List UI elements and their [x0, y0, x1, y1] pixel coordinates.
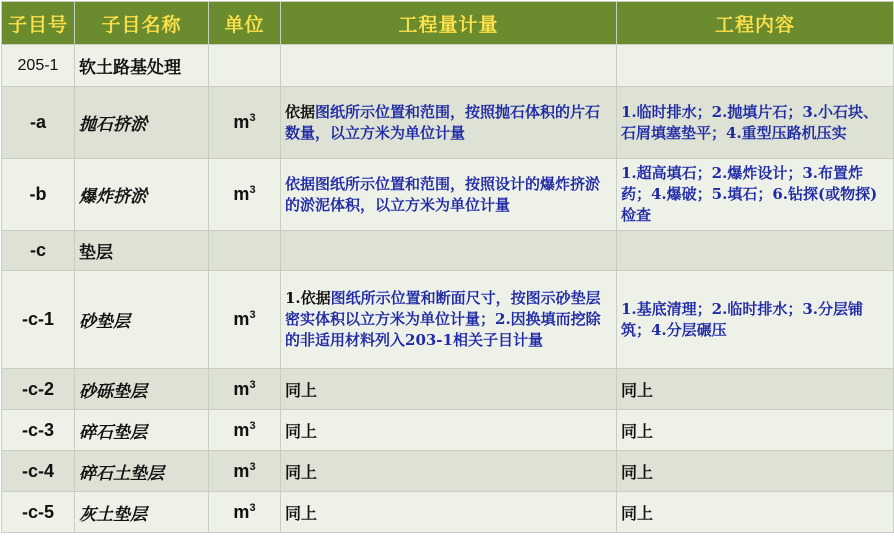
unit-exponent: 3	[249, 419, 256, 432]
unit-base: m	[233, 112, 250, 132]
unit-base: m	[233, 419, 250, 440]
table-row	[2, 159, 894, 231]
item-unit	[209, 159, 281, 231]
unit-base: m	[233, 309, 250, 329]
item-measure	[281, 159, 617, 231]
item-code: -a	[2, 87, 75, 159]
item-content: 1.基底清理；2.临时排水；3.分层铺筑；4.分层碾压	[617, 271, 894, 369]
item-content: 1.临时排水；2.抛填片石；3.小石块、石屑填塞垫平；4.重型压路机压实	[617, 87, 894, 159]
measure-text: 图纸所示位置和断面尺寸，按图示砂垫层密实体积以立方米为单位计量；2.因换填而挖除的非适用材料列入203-1相关子目计量	[285, 289, 601, 349]
item-name: 软土路基处理	[75, 45, 209, 87]
header-row	[2, 2, 894, 45]
item-unit	[209, 231, 281, 271]
unit-exponent: 3	[249, 112, 256, 124]
header-measure: 工程量计量	[281, 2, 617, 45]
header-unit: 单位	[209, 2, 281, 45]
header-content: 工程内容	[617, 2, 894, 45]
item-content: 同上	[617, 492, 894, 533]
item-unit	[209, 410, 281, 451]
unit-base: m	[233, 378, 250, 399]
unit-exponent: 3	[249, 460, 256, 473]
item-code: -c-5	[2, 492, 75, 533]
item-unit	[209, 492, 281, 533]
table-row	[2, 369, 894, 410]
unit-exponent: 3	[249, 184, 256, 196]
item-code: -c-1	[2, 271, 75, 369]
item-unit	[209, 369, 281, 410]
table-row	[2, 410, 894, 451]
item-code: -b	[2, 159, 75, 231]
item-content	[617, 45, 894, 87]
item-unit	[209, 45, 281, 87]
item-measure	[281, 271, 617, 369]
table-row	[2, 231, 894, 271]
unit-base: m	[233, 184, 250, 204]
measure-lead: 1.依据	[285, 289, 331, 307]
item-code: -c-3	[2, 410, 75, 451]
item-name: 碎石垫层	[75, 410, 209, 451]
item-measure: 同上	[281, 410, 617, 451]
item-name: 砂垫层	[75, 271, 209, 369]
table-row	[2, 271, 894, 369]
item-code: -c	[2, 231, 75, 271]
item-content: 同上	[617, 369, 894, 410]
item-code: -c-2	[2, 369, 75, 410]
item-unit	[209, 271, 281, 369]
item-measure	[281, 45, 617, 87]
item-code: -c-4	[2, 451, 75, 492]
unit-exponent: 3	[249, 501, 256, 514]
measure-text: 图纸所示位置和范围，按照抛石体积的片石数量，以立方米为单位计量	[285, 102, 601, 142]
item-content	[617, 231, 894, 271]
header-name: 子目名称	[75, 2, 209, 45]
item-measure: 同上	[281, 369, 617, 410]
item-content: 同上	[617, 410, 894, 451]
table-row	[2, 451, 894, 492]
item-measure	[281, 231, 617, 271]
unit-base: m	[233, 460, 250, 481]
item-name: 垫层	[75, 231, 209, 271]
item-measure: 同上	[281, 451, 617, 492]
item-measure	[281, 87, 617, 159]
item-content: 同上	[617, 451, 894, 492]
item-name: 抛石挤淤	[75, 87, 209, 159]
quantity-table	[1, 1, 894, 533]
table-row	[2, 87, 894, 159]
measure-text: 依据图纸所示位置和范围，按照设计的爆炸挤淤的淤泥体积，以立方米为单位计量	[285, 174, 601, 214]
item-name: 爆炸挤淤	[75, 159, 209, 231]
item-content: 1.超高填石；2.爆炸设计；3.布置炸药；4.爆破；5.填石；6.钻探(或物探)检查	[617, 159, 894, 231]
unit-base: m	[233, 501, 250, 522]
header-code: 子目号	[2, 2, 75, 45]
item-name: 碎石土垫层	[75, 451, 209, 492]
item-name: 砂砾垫层	[75, 369, 209, 410]
item-measure: 同上	[281, 492, 617, 533]
item-unit	[209, 87, 281, 159]
item-code: 205-1	[2, 45, 75, 87]
table-row	[2, 45, 894, 87]
item-name: 灰土垫层	[75, 492, 209, 533]
unit-exponent: 3	[249, 378, 256, 391]
measure-lead: 依据	[285, 102, 316, 121]
item-unit	[209, 451, 281, 492]
unit-exponent: 3	[249, 309, 256, 321]
table-row	[2, 492, 894, 533]
